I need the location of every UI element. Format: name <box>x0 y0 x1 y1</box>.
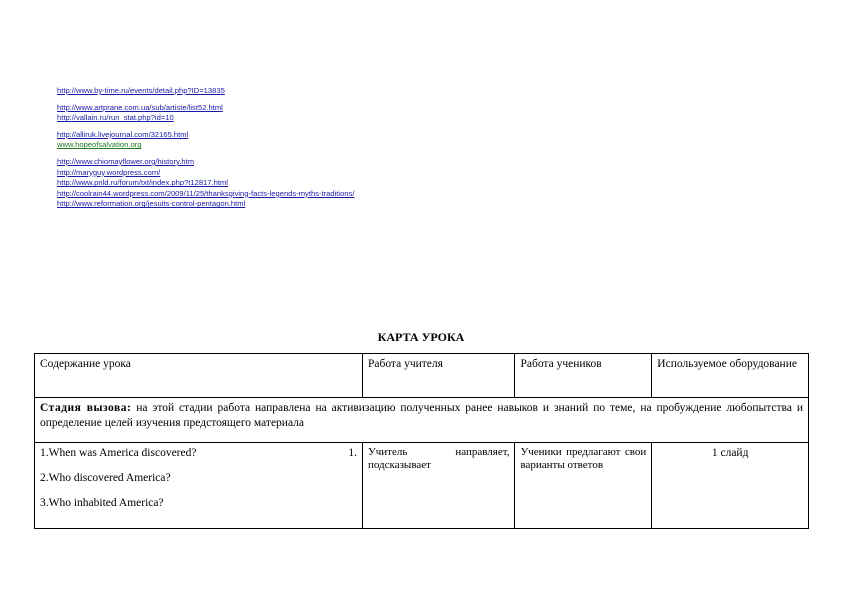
reference-link[interactable]: http://maryguy.wordpress.com/ <box>57 167 161 177</box>
teacher-cell: Учитель направляет, подсказывает <box>362 443 515 529</box>
header-student-work: Работа учеников <box>515 354 652 398</box>
reference-link[interactable]: http://www.by-time.ru/events/detail.php?ID=13835 <box>57 86 225 95</box>
reference-link[interactable]: http://www.artprane.com.ua/sub/artiste/list52.html <box>57 102 223 112</box>
reference-link[interactable]: http://www.prild.ru/forum/txt/index.php?t12817.html <box>57 178 228 188</box>
header-teacher-work: Работа учителя <box>362 354 515 398</box>
reference-link[interactable]: http://vallain.ru/run_stat.php?id=10 <box>57 113 174 123</box>
table-row <box>35 443 809 529</box>
table-header-row <box>35 354 809 398</box>
page-title: КАРТА УРОКА <box>377 330 465 344</box>
question-2: 2.Who discovered America? <box>40 472 171 484</box>
equipment-cell: 1 слайд <box>652 443 809 529</box>
reference-link[interactable]: http://alliruk.livejournal.com/32165.html <box>57 129 189 139</box>
header-equipment: Используемое оборудование <box>652 354 809 398</box>
students-cell: Ученики предлагают свои варианты ответов <box>515 443 652 529</box>
stage-cell <box>35 398 809 443</box>
links-list <box>57 86 354 210</box>
questions-cell <box>35 443 363 529</box>
stage-row <box>35 398 809 443</box>
lesson-table <box>34 353 809 529</box>
header-lesson-content: Содержание урока <box>35 354 363 398</box>
reference-link[interactable]: http://coolrain44.wordpress.com/2009/11/25/thanksgiving-facts-legends-myths-traditions/ <box>57 188 355 198</box>
reference-link[interactable]: http://www.chiomayflower.org/history.htm <box>57 156 195 166</box>
question-1: 1.When was America discovered? <box>40 447 197 459</box>
stage-label: Стадия вызова: <box>40 402 132 414</box>
reference-link[interactable]: http://www.reformation.org/jesuits-control-pentagon.html <box>57 199 246 209</box>
question-3: 3.Who inhabited America? <box>40 497 164 509</box>
stage-text: на этой стадии работа направлена на активизацию полученных ранее навыков и знаний по теме, на пробуждение любопытства и определение целей изучения предстоящего материала <box>40 402 804 429</box>
question-marker: 1. <box>348 447 357 459</box>
reference-link[interactable]: www.hopeofsalvation.org <box>57 140 142 150</box>
